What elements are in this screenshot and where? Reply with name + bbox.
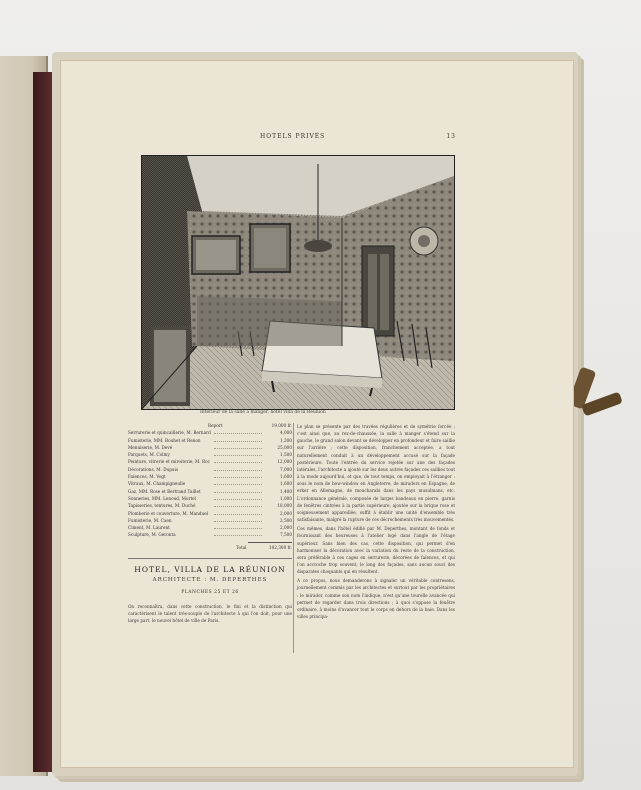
leader-dots [214,506,262,507]
cost-row [128,474,292,481]
section-title: HOTEL, VILLA DE LA RÉUNION [134,565,286,575]
cost-label: Gaz, MM. Rose et Bertrand Taillet [128,488,201,494]
cost-amount: 1,000 [280,495,292,501]
cost-label: Sculpture, M. Geronta [128,532,176,538]
paragraph: Ces mêmes, dans l'hôtel édifié par M. Deperthes, montant de fonds et fournissant des heureuses à l'atelier logé dans l'angle de l'étage supérieur. Sans bien des cas, cette disposition, qui permet d'en harmoniser la décoration avec la variation du reste de la construction, sera préférable à ces cages en serrurerie, décorées de faïences, et qui l'on accroche trop souvent, le long des façades, sans aucun souci des disparates choquants qui en résultent. [297,526,455,575]
cost-row [128,489,292,496]
cost-row [128,459,292,466]
cost-label: Faïences, M. Vogt [128,474,166,480]
dining-room-engraving [141,155,455,410]
cost-row [128,467,292,474]
cost-row [128,503,292,510]
total-label: Total [236,544,247,550]
cost-label: Ciment, M. Laurent [128,525,170,531]
cost-label: Fumisterie, M. Caen [128,517,172,523]
cost-amount: 19,000 fr. [271,423,292,428]
leader-dots [214,528,262,529]
cost-row [128,430,292,437]
cost-row [128,511,292,518]
cost-label: Vitraux, M. Champigneulle [128,481,186,487]
cost-row [128,532,292,539]
cost-label: Peinture, vitrerie et miroiterie, M. Roc [128,459,210,465]
leader-dots [214,441,262,442]
cost-label: Fumisterie, MM. Rouhet et Renon [128,437,201,443]
running-title: HOTELS PRIVÉS [260,133,326,140]
cost-amount: 1,500 [280,452,292,458]
leader-dots [214,521,262,522]
cost-label: Menuiserie, M. Devé [128,444,173,450]
plates-line: PLANCHES 25 ET 26 [181,590,239,596]
cost-label: Sonneries, MM. Lenoud, Mortel [128,495,196,501]
cost-amount: 2,500 [280,517,292,523]
cost-row [128,438,292,445]
paragraph: A ce propos, nous demanderons à signaler un véritable contresens, journellement commis par les architectes et surtout par les propriétaires : le mirador, comme son nom l'indique, n'est qu'une tourelle avancée qui permet de regarder dans trois directions ; à quoi s'oppose la fenêtre ordinaire, à moins d'avancer tout le corps en dehors de la baie. Dans les villes principa- [297,578,455,620]
intro-paragraph: On reconnaîtra, dans cette construction, le fini et la distinction qui caractérisent le talent très-souple de l'architecte à qui l'on doit, pour une large part, le nouvel hôtel de ville de Paris. [128,604,292,624]
leader-dots [214,514,262,515]
total-rule [248,542,292,543]
cost-row [128,496,292,503]
cost-amount: 12,000 [277,459,292,465]
cost-table [128,423,292,540]
leader-dots [214,433,262,434]
cost-amount: 18,000 [277,503,292,509]
cost-row [128,452,292,459]
left-column [128,423,292,624]
cost-amount: 7,500 [280,532,292,538]
right-column [297,423,455,622]
section-divider [128,558,292,559]
cost-row [128,481,292,488]
cost-label: Plomberie et couverture, M. Manduel [128,510,209,516]
total-amount: 102,300 fr. [268,544,292,550]
paragraph: Le plan se présente par des travées régulières et de symétrie forcée ; c'est ainsi que, au rez-de-chaussée, la salle à manger s'étend sur la gauche, le grand salon devant se développer en profondeur et faire saillie sur l'arrière ; cette disposition, franchement acceptée, a tout naturellement conduit à un développement accusé sur la façade postérieure. Toute l'entrée du service rejetée sur une des façades latérales, l'architecte a ajouté sur les deux autres façades ces saillies tout à la mode aujourd'hui, et que, de tout temps, on employait à l'étranger : sous le nom de bow-window en Angleterre, de miradors en Espagne, de erker en Allemagne, de moucharabi dans les pays musulmans, etc. L'ordonnance générale, composée de larges bandeaux en pierre, garnis de fenêtres cintrées à la partie supérieure, ajoutée sur la brique rose et soigneusement appareillée, suffit à établir une unité d'ensemble très satisfaisante, malgré la rupture de ces décrochements très mouvementés. [297,424,455,523]
leader-dots [214,499,262,500]
cost-amount: 7,000 [280,466,292,472]
cost-row [128,525,292,532]
leader-dots [214,448,262,449]
right-column-text [297,423,455,620]
cost-label: Parquets, M. Colmy [128,452,170,458]
cost-amount: 2,000 [280,510,292,516]
leader-dots [214,484,262,485]
column-divider [293,423,294,653]
cost-label: Tapisseries, tentures, M. Duché [128,503,196,509]
cost-row [128,423,292,430]
leader-dots [214,455,262,456]
cost-label: Report [208,423,223,428]
leader-dots [214,492,262,493]
cost-label: Serrurerie et quincaillerie, M. Bernard [128,430,211,436]
cost-amount: 1,600 [280,481,292,487]
leader-dots [214,535,262,536]
cost-amount: 2,000 [280,525,292,531]
cost-row [128,518,292,525]
total-row [128,545,292,552]
cost-amount: 25,000 [277,444,292,450]
running-header [140,133,456,145]
page-number: 13 [446,133,456,140]
architect-line: ARCHITECTE : M. DEPERTHES [152,577,268,584]
leader-dots [214,477,262,478]
cost-amount: 1,600 [280,474,292,480]
cost-amount: 1,200 [280,437,292,443]
cost-row [128,445,292,452]
illustration-caption: Intérieur de la salle à manger, hôtel villa de la Réunion [200,410,326,415]
leader-dots [214,462,262,463]
cost-amount: 4,000 [280,430,292,436]
cost-label: Décorations, M. Dupuis [128,466,179,472]
leader-dots [214,470,262,471]
cost-amount: 1,400 [280,488,292,494]
